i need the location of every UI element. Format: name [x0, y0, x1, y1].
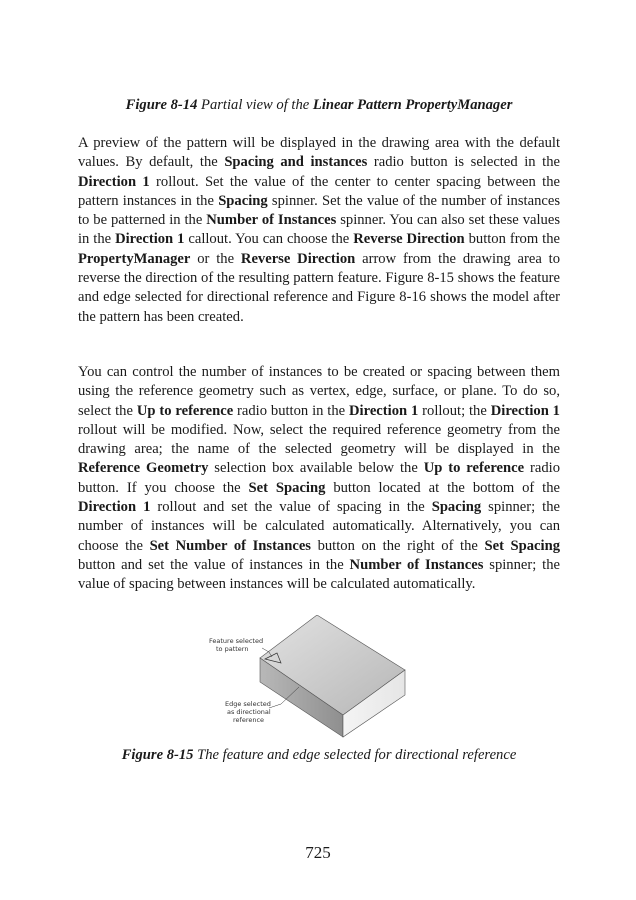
text-run: or the [190, 250, 241, 267]
bold-term: Direction 1 [490, 402, 560, 419]
text-run: button and set the value of instances in the [78, 556, 350, 573]
bold-term: Reverse Direction [240, 250, 356, 267]
text-run: callout. You can choose the [184, 231, 354, 248]
bold-term: Direction 1 [78, 499, 151, 516]
bold-term: Spacing [431, 499, 482, 516]
isometric-block-drawing [195, 615, 410, 740]
callout-feature-line2: to pattern [216, 645, 249, 653]
figure-8-15-illustration [195, 615, 410, 740]
figure-number: Figure 8-14 [125, 97, 198, 113]
bold-term: Set Spacing [484, 537, 560, 554]
caption-text: The feature and edge selected for directional reference [193, 747, 517, 763]
callout-edge-line2: as directional [227, 708, 271, 716]
text-run: A preview of the pattern will be displayed in the drawing area with the default values. By default, the [78, 135, 560, 171]
callout-edge-line3: reference [233, 716, 265, 724]
text-run: radio button. If you choose the [78, 460, 560, 496]
bold-term: Number of Instances [206, 212, 337, 229]
bold-term: Number of Instances [349, 556, 484, 573]
bold-term: Up to reference [423, 460, 525, 477]
text-run: selection box available below the [208, 460, 424, 477]
text-run: spinner; the number of instances will be calculated automatically. Alternatively, you can choose the [78, 499, 560, 554]
bold-term: Reference Geometry [78, 460, 209, 477]
bold-term: Spacing [218, 192, 268, 209]
figure-8-15-caption [78, 746, 560, 764]
text-run: You can control the number of instances to be created or spacing between them using the reference geometry such as vertex, edge, surface, or plane. To do so, select the [78, 364, 560, 419]
text-run: button located at the bottom of the [325, 479, 561, 496]
bold-term: PropertyManager [78, 250, 191, 267]
paragraph-2 [78, 363, 560, 595]
bold-term: Direction 1 [78, 173, 150, 190]
text-run: rollout; the [418, 402, 491, 419]
text-run: radio button in the [233, 402, 350, 419]
text-run: button on the right of the [310, 537, 485, 554]
text-run: spinner. You can also set these values in the [78, 212, 560, 248]
caption-bold-term: Linear Pattern PropertyManager [312, 97, 513, 113]
figure-number: Figure 8-15 [121, 747, 194, 763]
bold-term: Spacing and instances [224, 154, 368, 171]
bold-term: Direction 1 [349, 402, 419, 419]
callout-feature-line1: Feature selected [209, 637, 264, 645]
bold-term: Set Spacing [248, 479, 326, 496]
text-run: spinner; the value of spacing between instances will be calculated automatically. [78, 556, 560, 593]
paragraph-1 [78, 134, 560, 327]
bold-term: Set Number of Instances [149, 537, 311, 554]
text-run: radio button is selected in the [367, 154, 560, 171]
caption-text: Partial view of the [197, 97, 313, 113]
text-run: button from the [464, 231, 560, 248]
bold-term: Reverse Direction [353, 231, 465, 248]
text-run: rollout and set the value of spacing in the [150, 499, 432, 516]
text-run: rollout will be modified. Now, select the required reference geometry from the drawing area; the name of the selected geometry will be displayed in the [78, 421, 560, 458]
bold-term: Direction 1 [115, 231, 185, 248]
figure-8-14-caption [78, 96, 560, 114]
text-run: rollout. Set the value of the center to center spacing between the pattern instances in the [78, 173, 560, 209]
page-number: 725 [305, 843, 331, 862]
bold-term: Up to reference [136, 402, 234, 419]
text-run: arrow from the drawing area to reverse the direction of the resulting pattern feature. Figure 8-15 shows the feature and edge selected for directional reference and Figure 8-16 shows the model after the pattern has been created. [78, 250, 560, 325]
text-run: spinner. Set the value of the number of instances to be patterned in the [78, 192, 560, 229]
callout-edge-line1: Edge selected [225, 700, 271, 708]
